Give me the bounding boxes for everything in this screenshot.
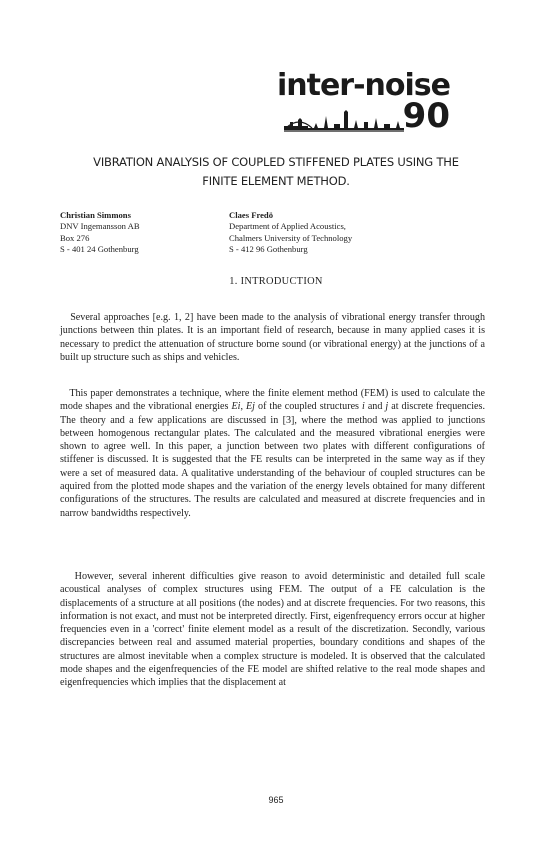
paragraph-1 <box>60 311 485 364</box>
author-name: Claes Fredö <box>229 210 273 220</box>
page-number: 965 <box>268 795 284 805</box>
paragraph-2: This paper demonstrates a technique, where the finite element method (FEM) is used to calculate the mode shapes and the vibrational energies Ei, Ej of the coupled structures i and j at discrete frequencies. The theory and a few applications are discussed in [3], where the method was applied to junctions between homogenous rectangular plates. The calculated and the measured vibrational energies were shown to agree well. In this paper, a junction between two plates with different configurations of stiffener is discussed. It is suggested that the FE results can be interpreted in the same way as if they were a set of measured data. A qualitative understanding of the behaviour of coupled structures can be aquired from the plotted mode shapes and the variation of the energy levels obtained for many different configurations of the structures. The results are calculated and measured at discrete frequencies and in narrow bandwidths respectively. <box>60 388 485 519</box>
symbol-ei: Ei <box>231 401 241 413</box>
symbol-ej: Ej <box>246 401 255 413</box>
paragraph-2-and: and <box>367 401 383 413</box>
logo-wordmark: inter-noise <box>276 68 450 103</box>
skyline-illustration <box>284 108 404 132</box>
author-affiliation-line: Box 276 <box>60 232 90 243</box>
paragraph-2-text-a: This paper demonstrates a technique, where the finite element method (FEM) is used to calculate the mode shapes and the vibrational energies <box>60 388 485 413</box>
paragraph-1-text: Several approaches [e.g. 1, 2] have been made to the analysis of vibrational energy transfer through junctions between thin plates. It is an important field of research, because in many applied cases it is necessary to predict the attenuation of structure borne sound (or vibrational energy) at the junctions of a built up structure such as ships and vehicles. <box>60 312 485 363</box>
paragraph-3-text: However, several inherent difficulties give reason to avoid deterministic and detailed full scale acoustical analyses of complex structures using FEM. The output of a FE calculation is the displacements of a structure at all positions (the nodes) and at discrete frequencies. For two reasons, this information is not exact, and must not be interpreted directly. First, eigenfrequency errors occur at higher frequencies even in a 'correct' finite element model as a result of the discretization. Secondly, various discrepancies between real and assumed material properties, boundary conditions and shapes of the structures are almost inevitable when a complex structure is modeled. It is observed that the calculated mode shapes and the eigenfrequencies of the FE model are shifted relative to the real mode shapes and eigenfrequencies which implies that the displacement at <box>60 571 485 689</box>
author-affiliation-line: Chalmers University of Technology <box>229 232 353 243</box>
author-affiliation-line: S - 412 96 Gothenburg <box>229 244 308 255</box>
author-affiliation-line: S - 401 24 Gothenburg <box>60 244 139 255</box>
conference-logo <box>276 68 464 136</box>
author-affiliation-line: DNV Ingemansson AB <box>60 221 140 232</box>
section-heading: 1. INTRODUCTION <box>229 276 323 287</box>
paper-title-line-2: FINITE ELEMENT METHOD. <box>202 174 350 188</box>
paper-title <box>60 153 492 191</box>
author-affiliation-line: Department of Applied Acoustics, <box>229 221 346 232</box>
symbol-j: j <box>385 401 389 413</box>
symbol-i: i <box>362 401 365 413</box>
author-name: Christian Simmons <box>60 210 131 220</box>
paper-title-line-1: VIBRATION ANALYSIS OF COUPLED STIFFENED PLATES USING THE <box>93 155 459 169</box>
author-block-1 <box>60 210 140 256</box>
paragraph-2-text-c: at discrete frequencies. The theory and a few applications are discussed in [3], where the method was applied to junctions between homogenous rectangular plates. The calculated and the measured vibrational energies were shown to agree well. In this paper, a junction between two plates with different configurations of stiffener is discussed. It is suggested that the FE results can be interpreted in the same way as if they were a set of measured data. A qualitative understanding of the behaviour of coupled structures can be aquired from the plotted mode shapes and the variation of the energy levels obtained for many different configurations of the structures. The results are calculated and measured at discrete frequencies and in narrow bandwidths respectively. <box>60 401 485 519</box>
paragraph-3 <box>60 570 485 690</box>
paragraph-2-text-b: of the coupled structures <box>258 401 359 413</box>
logo-year: 90 <box>402 96 450 136</box>
author-block-2 <box>229 210 352 256</box>
